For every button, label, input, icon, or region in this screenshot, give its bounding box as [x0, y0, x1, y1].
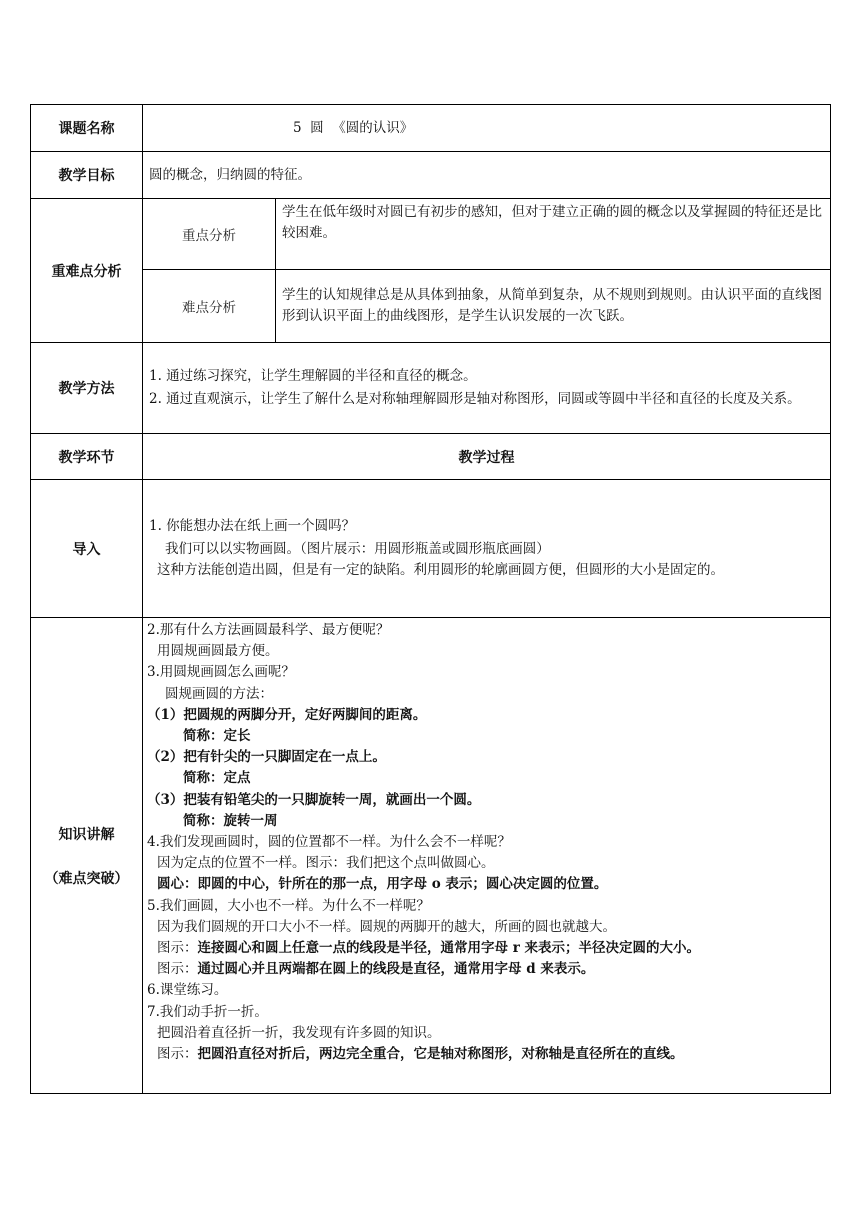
method-item-1: 1. 通过练习探究，让学生理解圆的半径和直径的概念。 [149, 368, 477, 384]
knowledge-line: 4.我们发现画圆时，圆的位置都不一样。为什么会不一样呢？ [147, 834, 511, 851]
key-analysis-label: 重点分析 [143, 199, 276, 269]
diameter-definition: 通过圆心并且两端都在圆上的线段是直径，通常用字母 d 来表示。 [197, 961, 595, 978]
knowledge-line: 简称：定点 [183, 770, 251, 787]
goal-row [31, 152, 831, 199]
key-analysis-text: 学生在低年级时对圆已有初步的感知，但对于建立正确的圆的概念以及掌握圆的特征还是比较困难。 [282, 204, 822, 241]
method-row [31, 343, 831, 434]
knowledge-line: 圆心：即圆的中心，针所在的那一点，用字母 o 表示；圆心决定圆的位置。 [157, 876, 608, 893]
intro-row [31, 480, 831, 618]
knowledge-line: 用圆规画圆最方便。 [157, 643, 279, 660]
title-value: 5 圆 《圆的认识》 [293, 119, 414, 136]
knowledge-line: 圆规画圆的方法： [165, 685, 273, 702]
knowledge-line: 7.我们动手折一折。 [147, 1003, 268, 1020]
method-label: 教学方法 [31, 343, 143, 434]
knowledge-line: 把圆沿着直径折一折，我发现有许多圆的知识。 [157, 1024, 441, 1041]
hard-analysis-cell [276, 269, 831, 342]
knowledge-line: 简称：定长 [183, 728, 251, 745]
intro-line-3: 这种方法能创造出圆，但是有一定的缺陷。利用圆形的轮廓画圆方便，但圆形的大小是固定的。 [157, 562, 724, 578]
analysis-row [31, 199, 831, 343]
key-analysis-cell [276, 199, 831, 269]
knowledge-label: 知识讲解 [58, 826, 115, 843]
knowledge-line: 3.用圆规画圆怎么画呢？ [147, 664, 295, 681]
knowledge-row [31, 618, 831, 1094]
title-label: 课题名称 [31, 105, 143, 152]
lesson-plan-table [30, 104, 831, 1094]
knowledge-line: 因为我们圆规的开口大小不一样。圆规的两脚开的越大，所画的圆也就越大。 [157, 918, 616, 935]
intro-label: 导入 [31, 480, 143, 618]
method-cell [143, 343, 831, 434]
intro-line-2: 我们可以以实物画圆。（图片展示：用圆形瓶盖或圆形瓶底画圆） [165, 541, 550, 557]
analysis-inner-table [143, 199, 830, 342]
knowledge-line: （3）把装有铅笔尖的一只脚旋转一周，就画出一个圆。 [147, 791, 481, 808]
method-item-2: 2. 通过直观演示，让学生了解什么是对称轴理解圆形是轴对称图形，同圆或等圆中半径和直径的长度及关系。 [149, 391, 801, 407]
figure-prefix: 图示： [157, 940, 198, 957]
knowledge-line: 6.课堂练习。 [147, 982, 228, 999]
analysis-label: 重难点分析 [31, 199, 143, 343]
knowledge-line: 因为定点的位置不一样。图示：我们把这个点叫做圆心。 [157, 855, 495, 872]
title-cell [143, 105, 831, 152]
knowledge-label-sub: （难点突破） [44, 870, 129, 887]
analysis-cell [143, 199, 831, 343]
knowledge-line [143, 938, 830, 959]
knowledge-line: （1）把圆规的两脚分开，定好两脚间的距离。 [147, 706, 427, 723]
lesson-plan-sheet [30, 104, 830, 1094]
stage-label: 教学环节 [31, 434, 143, 480]
goal-value: 圆的概念，归纳圆的特征。 [149, 166, 311, 183]
knowledge-line: 2.那有什么方法画圆最科学、最方便呢？ [147, 622, 390, 638]
goal-cell [143, 152, 831, 199]
figure-prefix: 图示： [157, 1046, 198, 1063]
hard-analysis-label: 难点分析 [143, 269, 276, 342]
knowledge-cell [143, 618, 831, 1094]
knowledge-line: （2）把有针尖的一只脚固定在一点上。 [147, 749, 386, 766]
knowledge-line: 5.我们画圆，大小也不一样。为什么不一样呢？ [147, 897, 430, 914]
stage-value: 教学过程 [143, 434, 831, 480]
figure-prefix: 图示： [157, 961, 198, 978]
knowledge-line [143, 1044, 830, 1065]
knowledge-line [143, 959, 830, 980]
radius-definition: 连接圆心和圆上任意一点的线段是半径，通常用字母 r 来表示；半径决定圆的大小。 [197, 940, 701, 957]
title-row [31, 105, 831, 152]
symmetry-definition: 把圆沿直径对折后，两边完全重合，它是轴对称图形，对称轴是直径所在的直线。 [197, 1046, 684, 1063]
hard-analysis-text: 学生的认知规律总是从具体到抽象，从简单到复杂，从不规则到规则。由认识平面的直线图形到认识平面上的曲线图形，是学生认识发展的一次飞跃。 [282, 286, 822, 324]
knowledge-label-cell [31, 618, 143, 1094]
intro-line-1: 1. 你能想办法在纸上画一个圆吗？ [149, 518, 356, 534]
knowledge-line: 简称：旋转一周 [183, 812, 278, 829]
stage-row [31, 434, 831, 480]
intro-cell [143, 480, 831, 618]
goal-label: 教学目标 [31, 152, 143, 199]
